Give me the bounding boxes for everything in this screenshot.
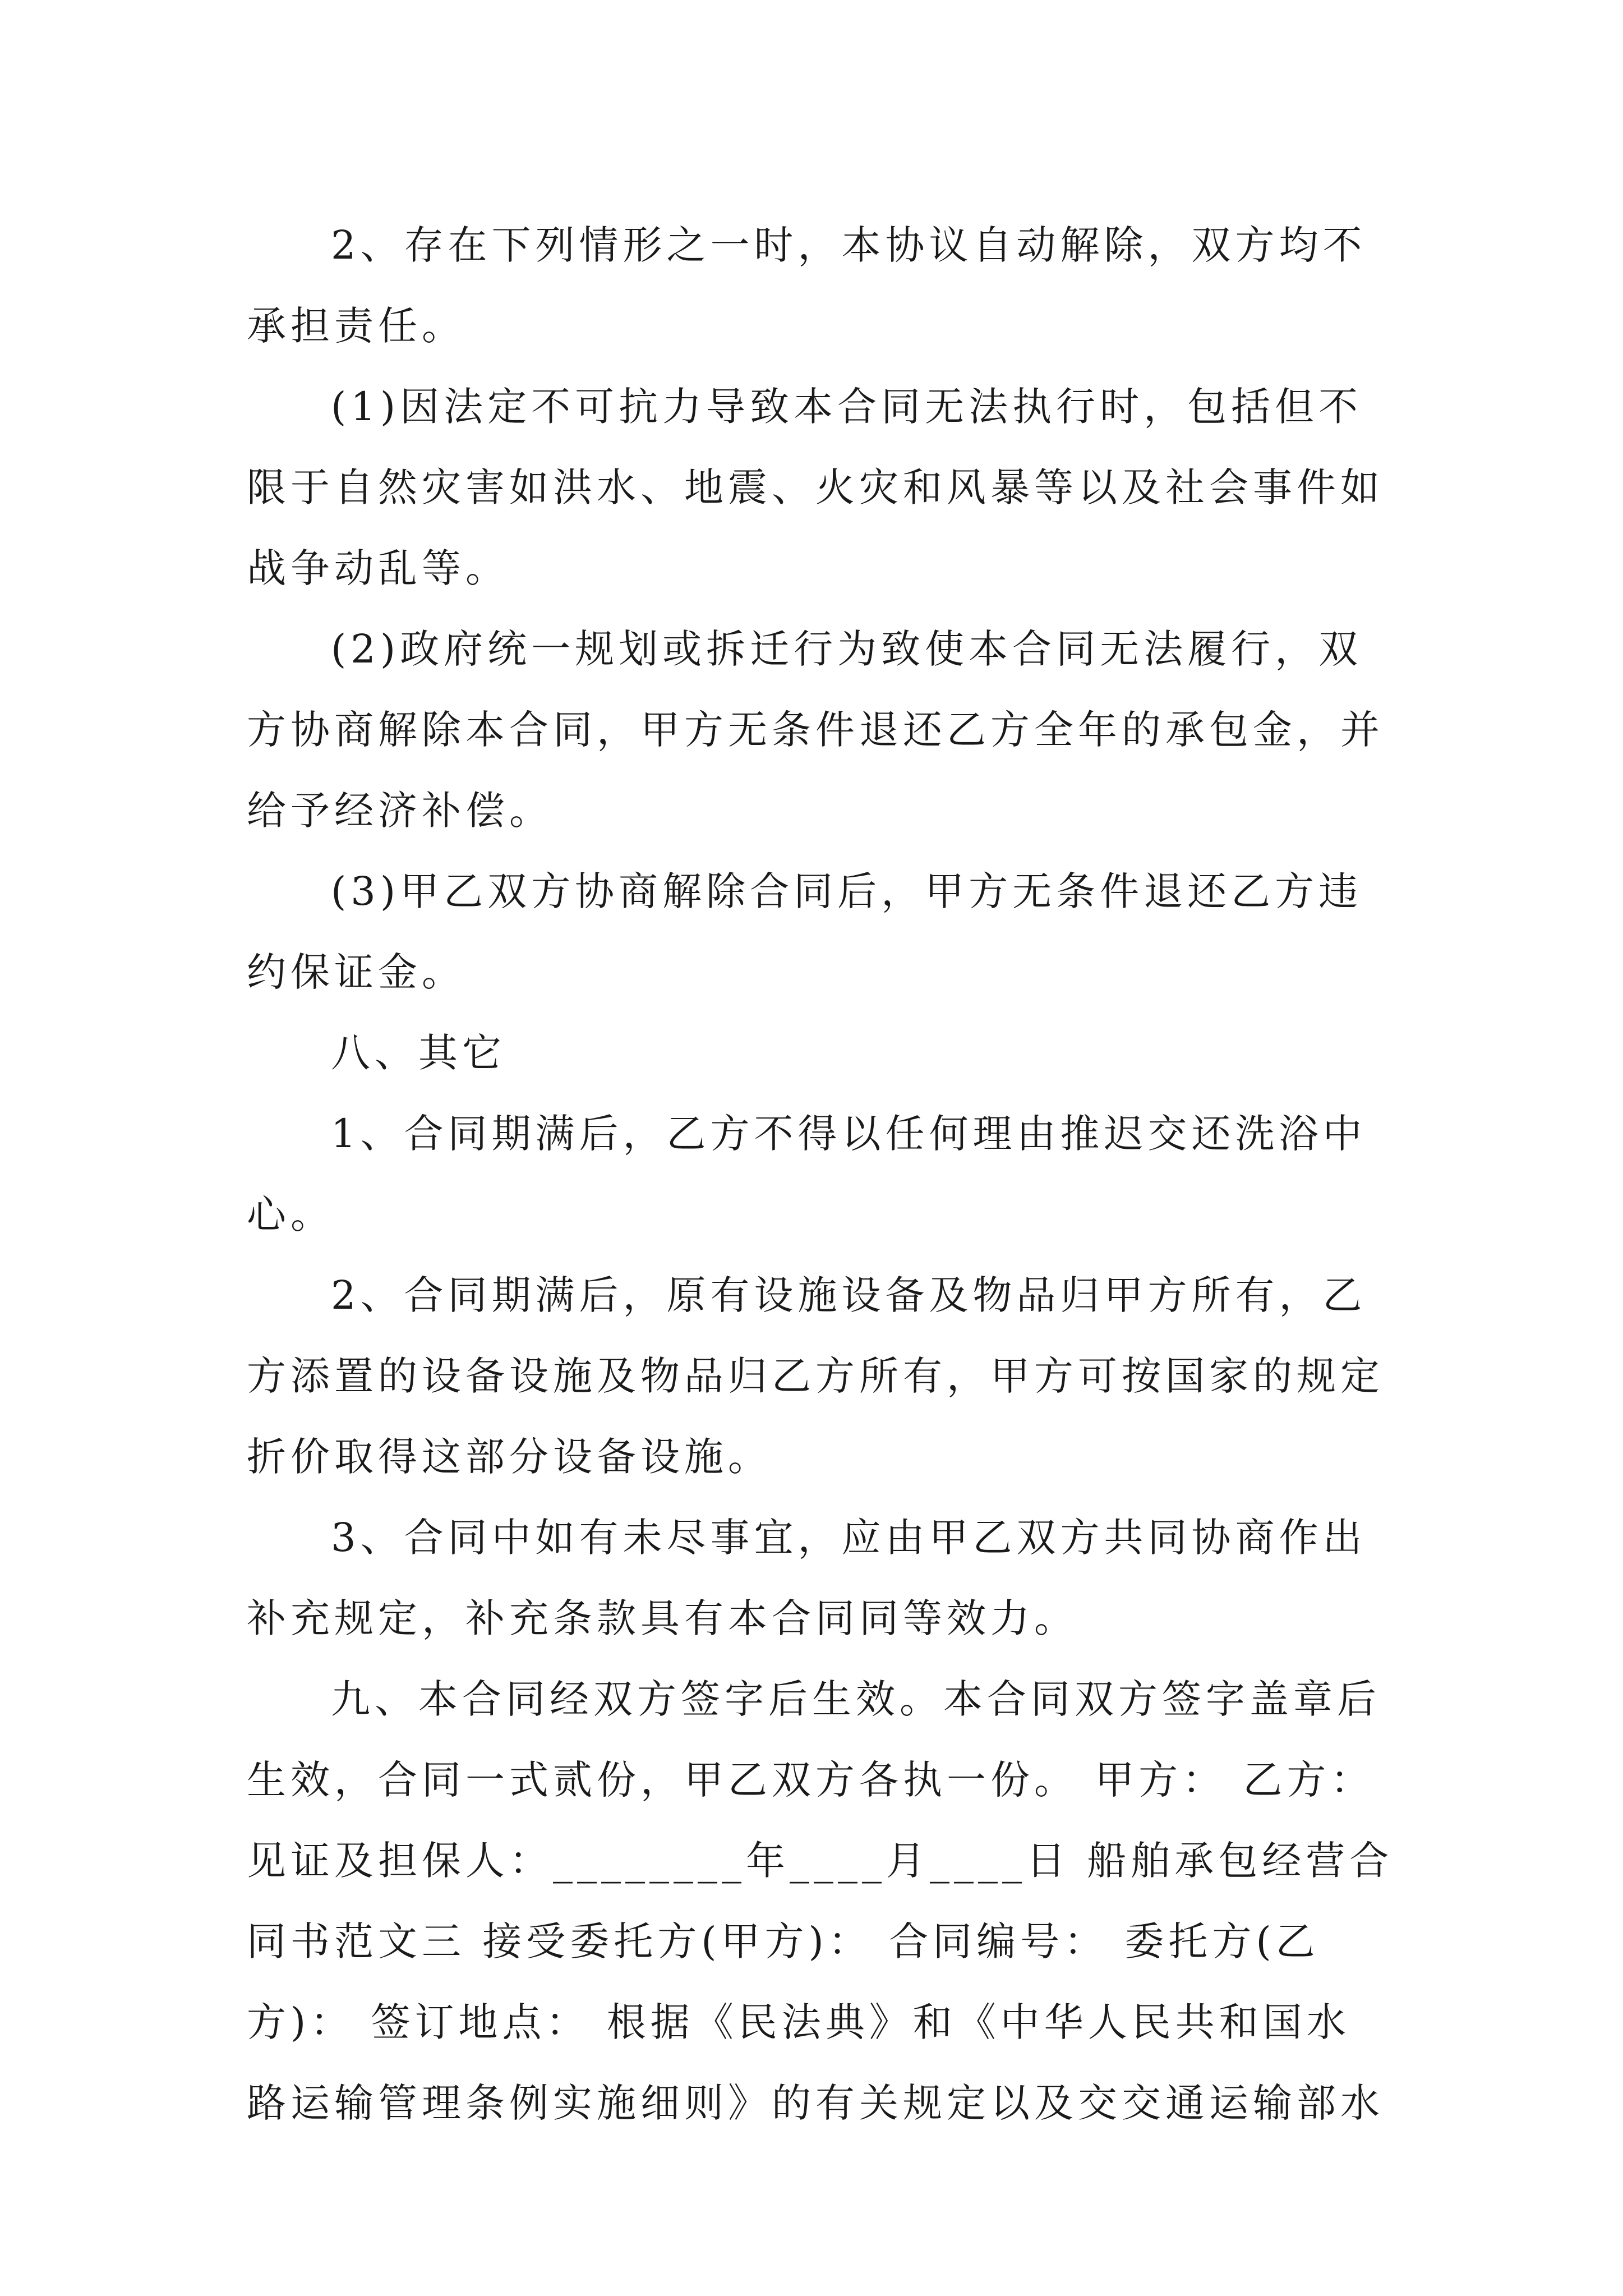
- text-line: (2)政府统一规划或拆迁行为致使本合同无法履行，双: [331, 626, 1363, 672]
- text-line: 战争动乱等。: [247, 545, 509, 591]
- text-line: (3)甲乙双方协商解除合同后，甲方无条件退还乙方违: [331, 868, 1363, 914]
- text-line: 承担责任。: [247, 303, 465, 349]
- document-body: [247, 205, 1394, 2143]
- text-line: 限于自然灾害如洪水、地震、火灾和风暴等以及社会事件如: [247, 464, 1384, 510]
- text-line: 2、存在下列情形之一时，本协议自动解除，双方均不: [331, 222, 1367, 268]
- text-line: 同书范文三 接受委托方(甲方)： 合同编号： 委托方(乙: [247, 1918, 1320, 1964]
- text-line: (1)因法定不可抗力导致本合同无法执行时，包括但不: [331, 384, 1363, 430]
- text-line: 补充规定，补充条款具有本合同同等效力。: [247, 1595, 1078, 1641]
- text-line: 九、本合同经双方签字后生效。本合同双方签字盖章后: [331, 1676, 1381, 1722]
- text-line: 路运输管理条例实施细则》的有关规定以及交交通运输部水: [247, 2080, 1384, 2126]
- text-line: 心。: [247, 1191, 334, 1237]
- text-line: 约保证金。: [247, 949, 465, 995]
- text-line: 生效，合同一式贰份，甲乙双方各执一份。 甲方： 乙方：: [247, 1757, 1375, 1803]
- text-line: 见证及担保人：________年____月____日 船舶承包经营合: [247, 1838, 1394, 1884]
- text-line: 方添置的设备设施及物品归乙方所有，甲方可按国家的规定: [247, 1353, 1384, 1399]
- text-line: 给予经济补偿。: [247, 788, 553, 834]
- text-line: 3、合同中如有未尽事宜，应由甲乙双方共同协商作出: [331, 1515, 1367, 1561]
- text-line: 1、合同期满后，乙方不得以任何理由推迟交还洗浴中: [331, 1111, 1367, 1157]
- text-line: 方)： 签订地点： 根据《民法典》和《中华人民共和国水: [247, 1999, 1350, 2045]
- text-line: 2、合同期满后，原有设施设备及物品归甲方所有，乙: [331, 1272, 1367, 1318]
- text-line: 折价取得这部分设备设施。: [247, 1434, 772, 1480]
- section-heading: 八、其它: [331, 1030, 506, 1076]
- text-line: 方协商解除本合同，甲方无条件退还乙方全年的承包金，并: [247, 707, 1384, 753]
